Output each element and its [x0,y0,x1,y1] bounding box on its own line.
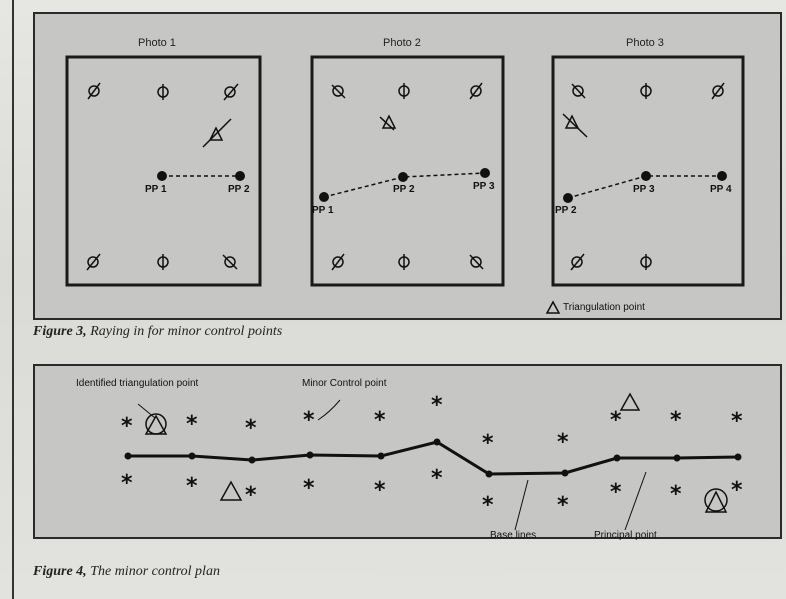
minor-control-star: * [374,408,386,433]
triangulation-point-icon [705,489,727,512]
minor-control-star: * [731,478,743,503]
figure-3-caption-label: Figure 3, [33,324,87,339]
pp-label: PP 4 [710,184,732,195]
minor-control-star: * [731,409,743,434]
minor-control-star: * [557,493,569,518]
pp-label: PP 3 [633,184,655,195]
pp-label: PP 1 [145,184,167,195]
minor-control-star: * [374,478,386,503]
triangulation-point-icon [221,482,241,500]
triangulation-point-icon [621,394,639,410]
figure-4-caption [33,564,220,580]
leader-line [515,480,528,530]
pp-label: PP 2 [393,184,415,195]
minor-control-star: * [245,483,257,508]
figure-3-caption-text: Raying in for minor control points [90,324,283,339]
minor-control-star: * [245,416,257,441]
minor-control-star: * [121,471,133,496]
minor-control-star: * [431,466,443,491]
minor-control-star: * [303,476,315,501]
photo-2-title: Photo 2 [383,37,421,49]
minor-control-star: * [303,408,315,433]
minor-control-star: * [186,474,198,499]
principal-point-label: Principal point [594,530,657,541]
minor-control-star: * [610,408,622,433]
pp-label: PP 2 [555,205,577,216]
minor-control-star: * [610,480,622,505]
minor-control-star: * [186,412,198,437]
minor-control-star: * [482,493,494,518]
pp-label: PP 1 [312,205,334,216]
minor-control-star: * [670,408,682,433]
minor-control-label: Minor Control point [302,378,387,389]
pp-label: PP 3 [473,181,495,192]
base-lines-label: Base lines [490,530,537,541]
minor-control-star: * [670,482,682,507]
triangulation-point-icon [146,414,166,434]
pp-label: PP 2 [228,184,250,195]
photo-1-title: Photo 1 [138,37,176,49]
triangulation-legend-label: Triangulation point [563,302,645,313]
identified-triangulation-label: Identified triangulation point [76,378,199,389]
photo-3-title: Photo 3 [626,37,664,49]
minor-control-star: * [431,393,443,418]
minor-control-star: * [557,430,569,455]
minor-control-star: * [482,431,494,456]
leader-line [138,404,155,418]
leader-line [625,472,646,530]
figure-4-caption-label: Figure 4, [33,564,87,579]
leader-line [318,400,340,420]
figure-4-caption-text: The minor control plan [90,564,220,579]
minor-control-star: * [121,414,133,439]
